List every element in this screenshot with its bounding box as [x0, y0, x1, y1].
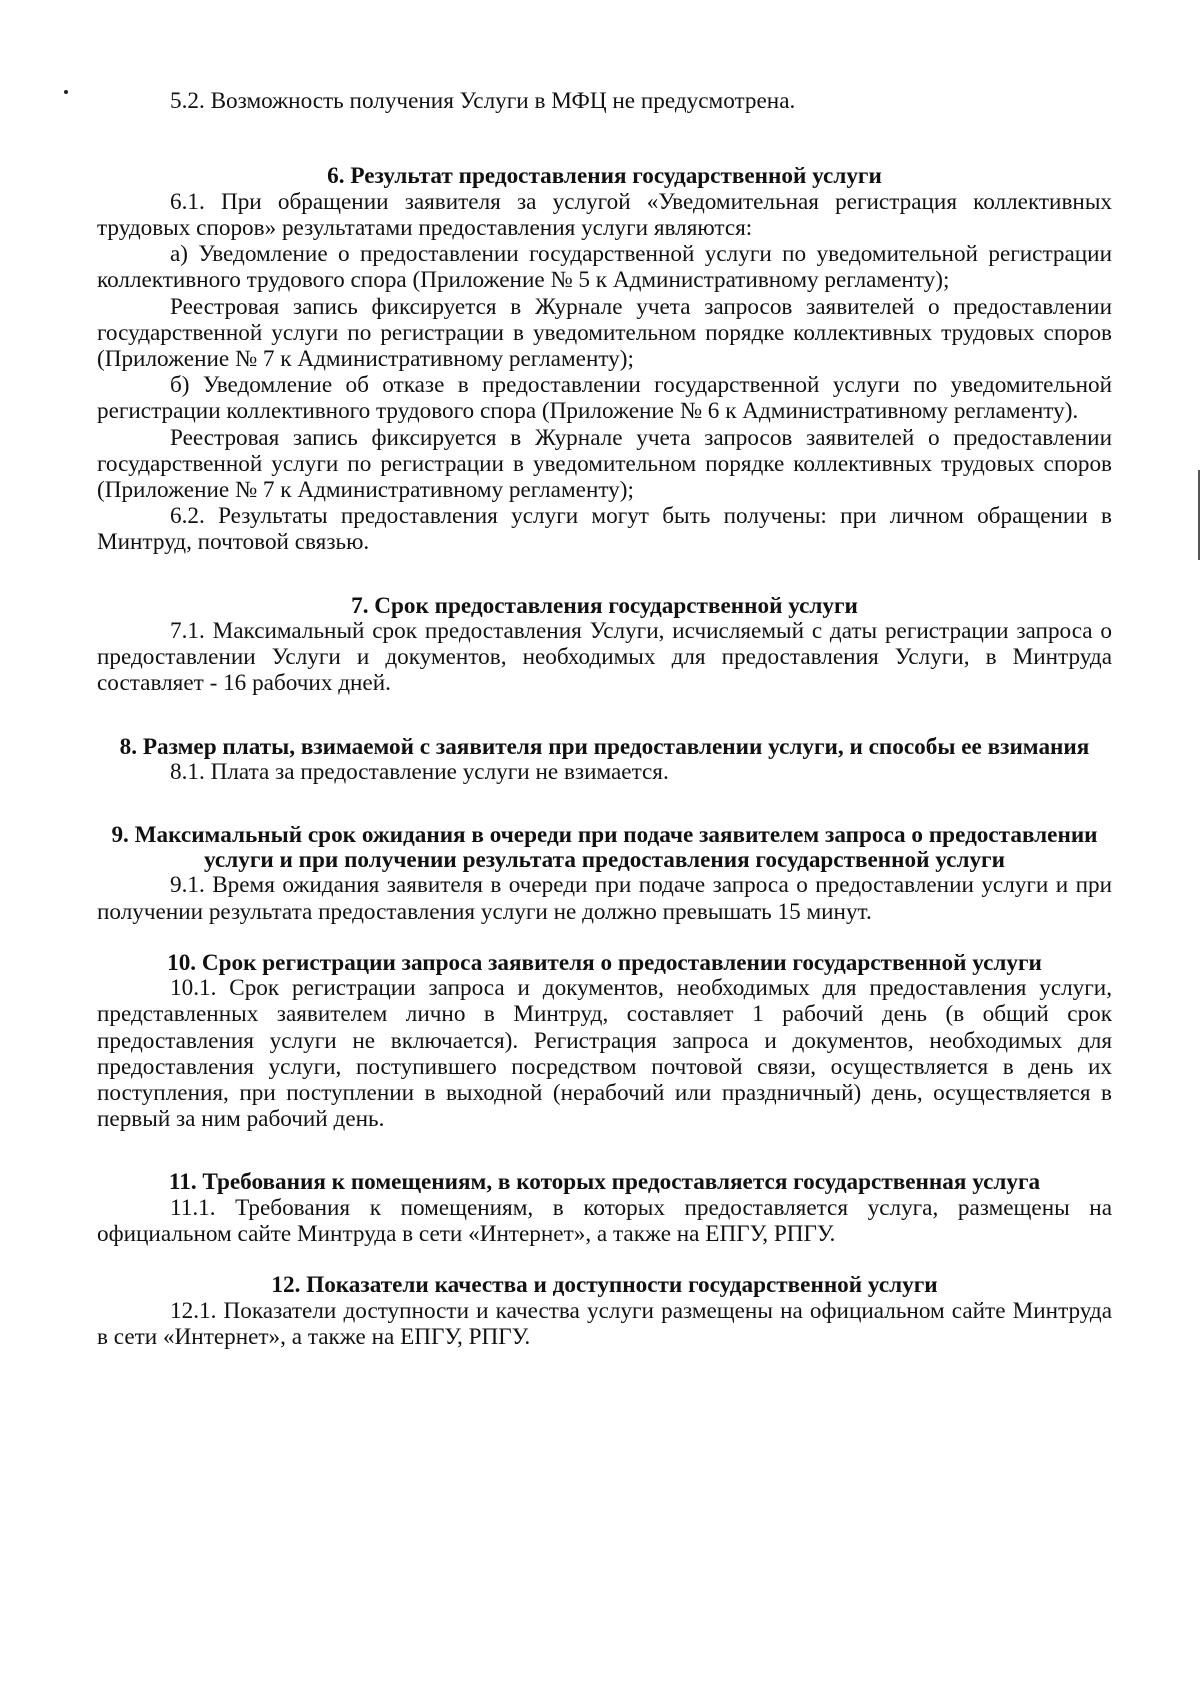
paragraph-6-1-a-note: Реестровая запись фиксируется в Журнале учета запросов заявителей о предоставлении государственной услуги по регистрации в уведомительном порядке коллективных трудовых споров (Приложение № 7 к Административному регламенту); [97, 293, 1112, 372]
paragraph-6-1-b-note: Реестровая запись фиксируется в Журнале учета запросов заявителей о предоставлении государственной услуги по регистрации в уведомительном порядке коллективных трудовых споров (Приложение № 7 к Административному регламенту); [97, 424, 1112, 503]
section-12-title: 12. Показатели качества и доступности государственной услуги [271, 1272, 938, 1299]
section-6-title: 6. Результат предоставления государственной услуги [327, 163, 882, 190]
paragraph-6-1: 6.1. При обращении заявителя за услугой «Уведомительная регистрация коллективных трудовых споров» результатами предоставления услуги являются: [97, 188, 1112, 241]
section-11-title: 11. Требования к помещениям, в которых предоставляется государственная услуга [168, 1169, 1041, 1196]
section-8-title: 8. Размер платы, взимаемой с заявителя при предоставлении услуги, и способы ее взимания [119, 733, 1090, 760]
paragraph-6-2: 6.2. Результаты предоставления услуги могут быть получены: при личном обращении в Минтруд, почтовой связью. [97, 503, 1112, 556]
document-body [97, 88, 1112, 1350]
section-7-title: 7. Срок предоставления государственной услуги [351, 592, 858, 619]
section-10-title: 10. Срок регистрации запроса заявителя о предоставлении государственной услуги [167, 949, 1042, 976]
paragraph-9-1: 9.1. Время ожидания заявителя в очереди при подаче запроса о предоставлении услуги и при получении результата предоставления услуги не должно превышать 15 минут. [97, 872, 1112, 925]
paragraph-11-1: 11.1. Требования к помещениям, в которых предоставляется услуга, размещены на официальном сайте Минтруда в сети «Интернет», а также на ЕПГУ, РПГУ. [97, 1194, 1112, 1248]
section-9-title: 9. Максимальный срок ожидания в очереди при подаче заявителем запроса о предоставлении услуги и при получении результата предоставления государственной услуги [111, 822, 1098, 873]
paragraph-6-1-a: а) Уведомление о предоставлении государственной услуги по уведомительной регистрации коллективного трудового спора (Приложение № 5 к Административному регламенту); [97, 241, 1112, 294]
paragraph-7-1: 7.1. Максимальный срок предоставления Услуги, исчисляемый с даты регистрации запроса о предоставлении Услуги и документов, необходимых для предоставления Услуги, в Минтруда составляет - 16 рабочих дней. [97, 618, 1112, 697]
paragraph-8-1: 8.1. Плата за предоставление услуги не взимается. [170, 759, 669, 786]
paragraph-6-1-b: б) Уведомление об отказе в предоставлении государственной услуги по уведомительной регистрации коллективного трудового спора (Приложение № 6 к Административному регламенту). [97, 372, 1112, 425]
paragraph-10-1: 10.1. Срок регистрации запроса и документов, необходимых для предоставления услуги, представленных заявителем лично в Минтруд, составляет 1 рабочий день (в общий срок предоставления услуги не включается). Регистрация запроса и документов, необходимых для предоставления услуги, поступившего посредством почтовой связи, осуществляется в день их поступления, при поступлении в выходной (нерабочий или праздничный) день, осуществляется в первый за ним рабочий день. [97, 975, 1112, 1133]
paragraph-5-2: 5.2. Возможность получения Услуги в МФЦ не предусмотрена. [170, 88, 796, 114]
scan-dot [64, 90, 68, 94]
paragraph-12-1: 12.1. Показатели доступности и качества услуги размещены на официальном сайте Минтруда в сети «Интернет», а также на ЕПГУ, РПГУ. [97, 1297, 1112, 1351]
